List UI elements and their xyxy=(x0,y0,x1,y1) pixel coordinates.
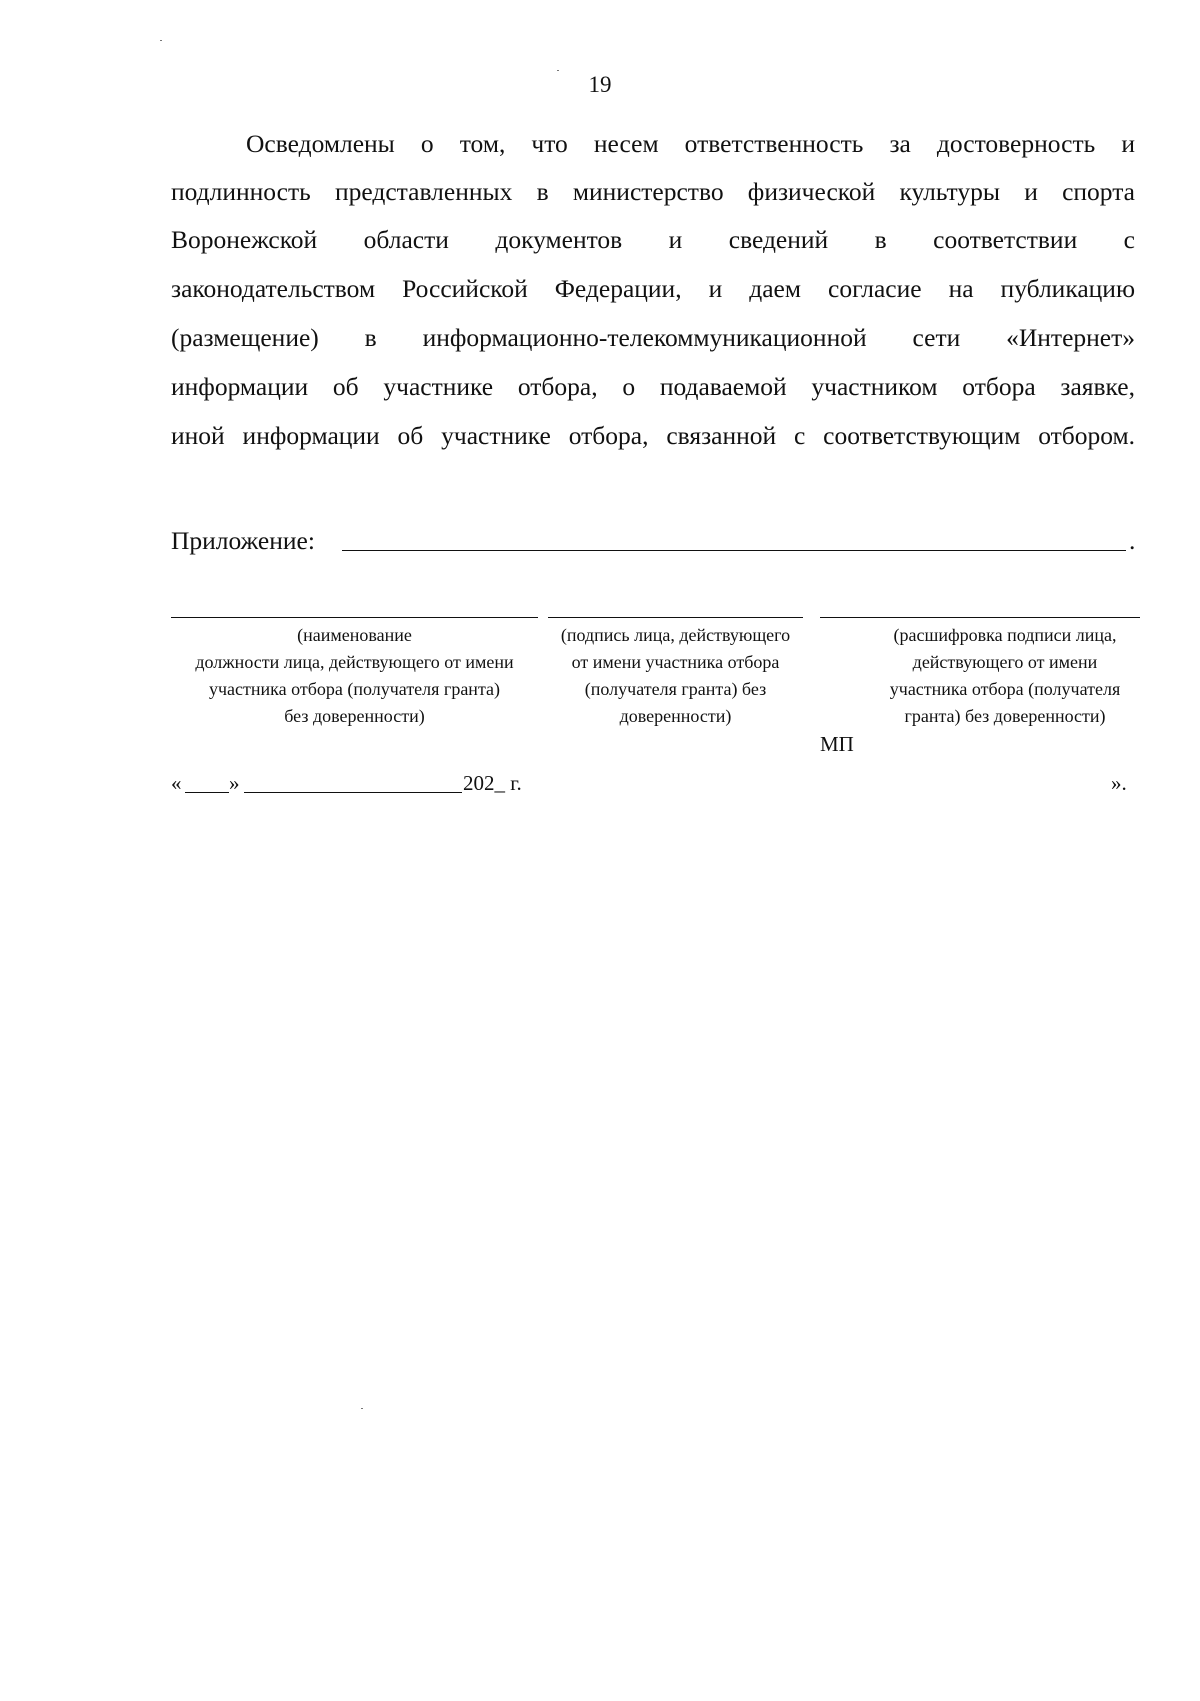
caption-line: от имени участника отбора xyxy=(571,652,780,672)
date-row xyxy=(171,768,1135,798)
appendix-end: . xyxy=(1129,526,1136,555)
caption-line: (расшифровка подписи лица, xyxy=(893,625,1117,645)
appendix-label: Приложение: xyxy=(171,526,315,555)
signature-caption xyxy=(543,622,808,730)
signature-line xyxy=(548,617,803,618)
date-year: 202_ г. xyxy=(463,771,522,795)
paragraph-line: Осведомлены о том, что несем ответственность за достоверность и xyxy=(246,129,1135,158)
date-close-quote: » xyxy=(229,771,240,795)
scan-speck xyxy=(160,40,162,41)
paragraph-line: подлинность представленных в министерство физической культуры и спорта xyxy=(171,177,1135,206)
paragraph-line: (размещение) в информационно-телекоммуникационной сети «Интернет» xyxy=(171,323,1135,352)
caption-line: действующего от имени xyxy=(912,652,1098,672)
paragraph-line: законодательством Российской Федерации, и даем согласие на публикацию xyxy=(171,274,1135,303)
scan-speck xyxy=(557,70,559,71)
caption-line: гранта) без доверенности) xyxy=(904,706,1106,726)
decoding-caption xyxy=(860,622,1150,730)
appendix-blank-line xyxy=(342,550,1126,551)
caption-line: (подпись лица, действующего xyxy=(560,625,791,645)
appendix-row xyxy=(171,523,1135,559)
day-blank xyxy=(185,792,229,793)
caption-line: должности лица, действующего от имени xyxy=(195,652,514,672)
date-end: ». xyxy=(1111,771,1127,795)
page-number: 19 xyxy=(588,72,612,97)
month-blank xyxy=(244,792,462,793)
paragraph-line: информации об участнике отбора, о подаваемой участником отбора заявке, xyxy=(171,372,1135,401)
date-open-quote: « xyxy=(171,771,182,795)
paragraph-line: Воронежской области документов и сведений в соответствии с xyxy=(171,225,1135,254)
caption-line: участника отбора (получателя гранта) xyxy=(208,679,501,699)
caption-line: доверенности) xyxy=(619,706,732,726)
seal-mark: МП xyxy=(820,732,854,756)
caption-line: участника отбора (получателя xyxy=(889,679,1121,699)
paragraph-line: иной информации об участнике отбора, связанной с соответствующим отбором. xyxy=(171,421,1135,450)
scan-speck xyxy=(361,1408,363,1409)
caption-line: без доверенности) xyxy=(284,706,425,726)
decoding-signature-line xyxy=(820,617,1140,618)
position-signature-line xyxy=(171,617,538,618)
caption-line: (получателя гранта) без xyxy=(584,679,767,699)
caption-line: (наименование xyxy=(297,625,412,645)
position-caption xyxy=(168,622,541,730)
